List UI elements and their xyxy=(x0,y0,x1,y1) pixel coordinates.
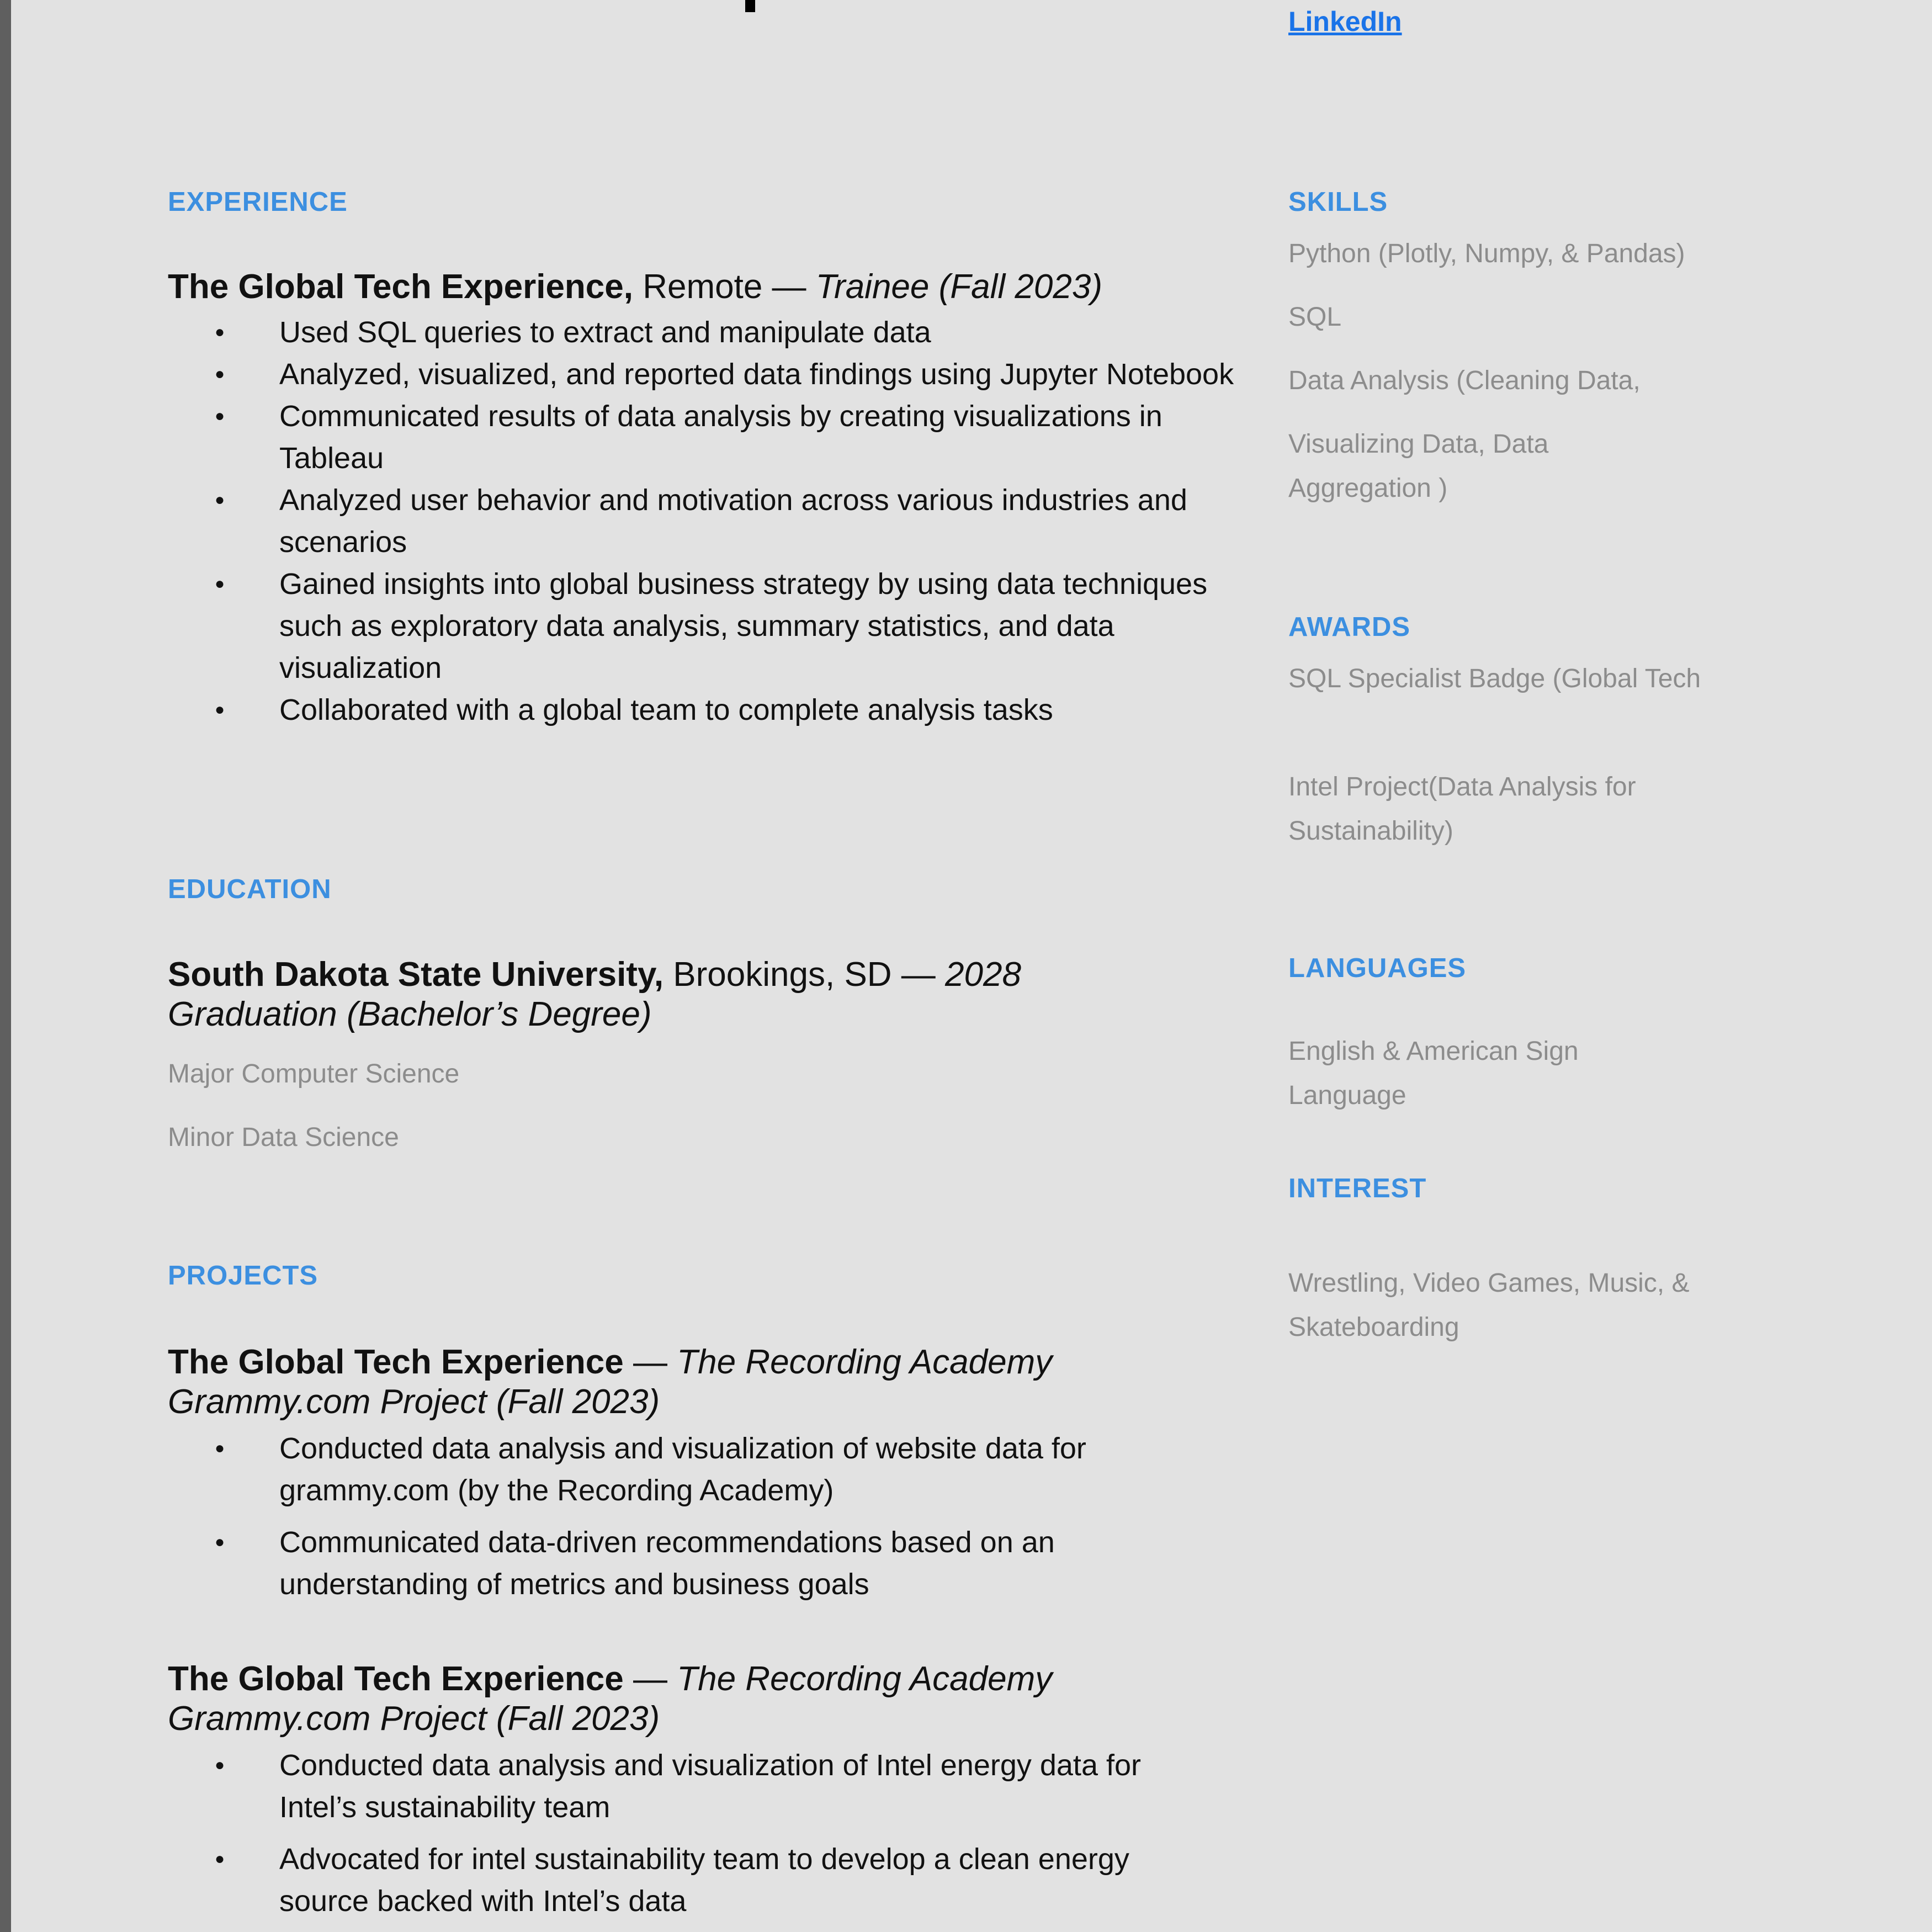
awards-item: SQL Specialist Badge (Global Tech xyxy=(1288,664,1701,693)
resume-page xyxy=(11,0,1932,1932)
list-item: ● Conducted data analysis and visualization of Intel energy data for Intel’s sustainability team xyxy=(168,1744,1217,1828)
education-location: Brookings, SD — xyxy=(664,956,946,994)
projects-heading: PROJECTS xyxy=(168,1261,319,1291)
interest-text: Wrestling, Video Games, Music, & Skateboarding xyxy=(1288,1268,1690,1342)
experience-location: Remote — xyxy=(633,268,816,306)
education-minor: Minor Data Science xyxy=(168,1123,399,1152)
experience-org: The Global Tech Experience, xyxy=(168,268,633,306)
list-item: ● Collaborated with a global team to complete analysis tasks xyxy=(168,689,1272,731)
list-item: ● Analyzed, visualized, and reported data findings using Jupyter Notebook xyxy=(168,353,1272,395)
education-major: Major Computer Science xyxy=(168,1059,460,1089)
project-entry-title xyxy=(168,1659,1139,1739)
education-school: South Dakota State University, xyxy=(168,956,664,994)
project-name: The Recording Academy Grammy.com Project (Fall 2023) xyxy=(168,1343,1053,1421)
project-bullets xyxy=(168,1744,1217,1922)
awards-item: Intel Project(Data Analysis for Sustainability) xyxy=(1288,772,1636,846)
experience-bullets xyxy=(168,311,1272,731)
education-entry-title xyxy=(168,955,1106,1034)
list-item: ● Used SQL queries to extract and manipulate data xyxy=(168,311,1272,353)
project-name: The Recording Academy Grammy.com Project (Fall 2023) xyxy=(168,1660,1053,1738)
project-entry-title xyxy=(168,1342,1139,1422)
skills-item: Data Analysis (Cleaning Data, xyxy=(1288,366,1641,395)
project-separator: — xyxy=(623,1660,677,1698)
list-item: ● Communicated results of data analysis by creating visualizations in Tableau xyxy=(168,395,1272,479)
experience-role: Trainee (Fall 2023) xyxy=(815,268,1102,306)
list-item: ● Advocated for intel sustainability team to develop a clean energy source backed with Intel’s data xyxy=(168,1838,1217,1922)
list-item: ● Communicated data-driven recommendations based on an understanding of metrics and business goals xyxy=(168,1521,1217,1605)
skills-item: SQL xyxy=(1288,302,1342,332)
project-org: The Global Tech Experience xyxy=(168,1660,624,1698)
title-fragment xyxy=(745,0,755,12)
page-edge xyxy=(0,0,11,1932)
education-heading: EDUCATION xyxy=(168,874,332,904)
linkedin-link[interactable]: LinkedIn xyxy=(1288,6,1402,37)
skills-item: Visualizing Data, Data Aggregation ) xyxy=(1288,429,1549,503)
education-detail: 2028 Graduation (Bachelor’s Degree) xyxy=(168,956,1021,1033)
skills-item: Python (Plotly, Numpy, & Pandas) xyxy=(1288,239,1685,268)
experience-heading: EXPERIENCE xyxy=(168,187,348,217)
experience-entry-title xyxy=(168,267,1239,307)
languages-text: English & American Sign Language xyxy=(1288,1037,1579,1110)
languages-heading: LANGUAGES xyxy=(1288,953,1467,983)
interest-heading: INTEREST xyxy=(1288,1174,1427,1203)
project-bullets xyxy=(168,1427,1217,1605)
list-item: ● Conducted data analysis and visualization of website data for grammy.com (by the Recording Academy) xyxy=(168,1427,1217,1511)
project-separator: — xyxy=(623,1343,677,1381)
list-item: ● Analyzed user behavior and motivation across various industries and scenarios xyxy=(168,479,1272,563)
awards-heading: AWARDS xyxy=(1288,612,1411,642)
list-item: ● Gained insights into global business strategy by using data techniques such as exploratory data analysis, summary statistics, and data visualization xyxy=(168,563,1272,689)
project-org: The Global Tech Experience xyxy=(168,1343,624,1381)
skills-heading: SKILLS xyxy=(1288,187,1388,217)
